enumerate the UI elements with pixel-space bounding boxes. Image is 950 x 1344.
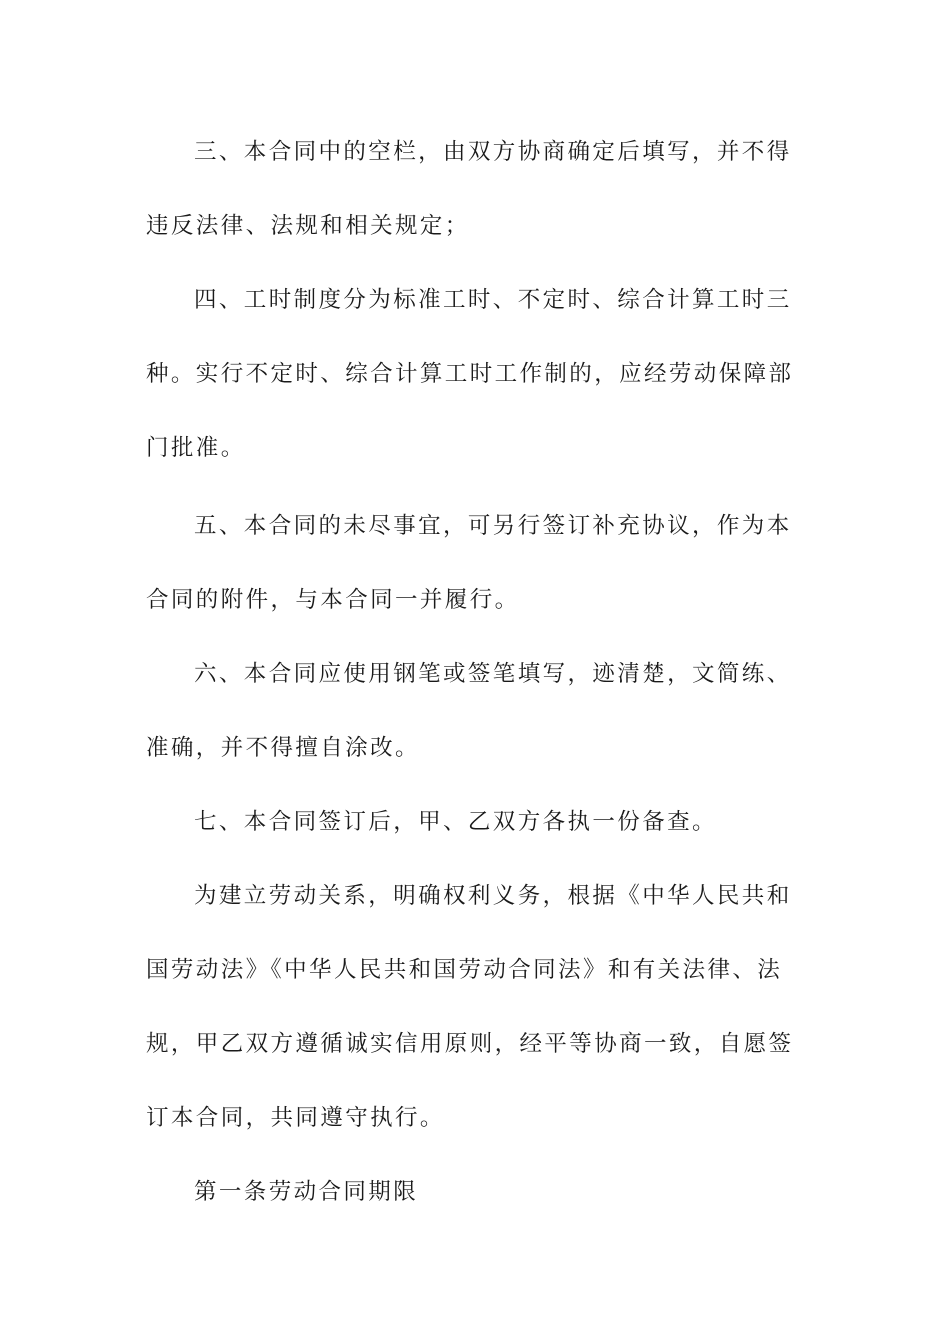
paragraph-clause-6: 六、本合同应使用钢笔或签笔填写，迹清楚，文简练、准确，并不得擅自涂改。 (146, 661, 792, 761)
section-heading-article-1: 第一条劳动合同期限 (194, 1179, 419, 1205)
paragraph-clause-7: 七、本合同签订后，甲、乙双方各执一份备查。 (194, 809, 717, 835)
paragraph-clause-3: 三、本合同中的空栏，由双方协商确定后填写，并不得违反法律、法规和相关规定； (146, 139, 792, 239)
paragraph-preamble: 为建立劳动关系，明确权利义务，根据《中华人民共和国劳动法》《中华人民共和国劳动合同法》和有关法律、法规，甲乙双方遵循诚实信用原则，经平等协商一致，自愿签订本合同，共同遵守执行。 (146, 883, 794, 1131)
paragraph-clause-5: 五、本合同的未尽事宜，可另行签订补充协议，作为本合同的附件，与本合同一并履行。 (146, 513, 792, 613)
paragraph-clause-4: 四、工时制度分为标准工时、不定时、综合计算工时三种。实行不定时、综合计算工时工作制的，应经劳动保障部门批准。 (146, 287, 794, 461)
